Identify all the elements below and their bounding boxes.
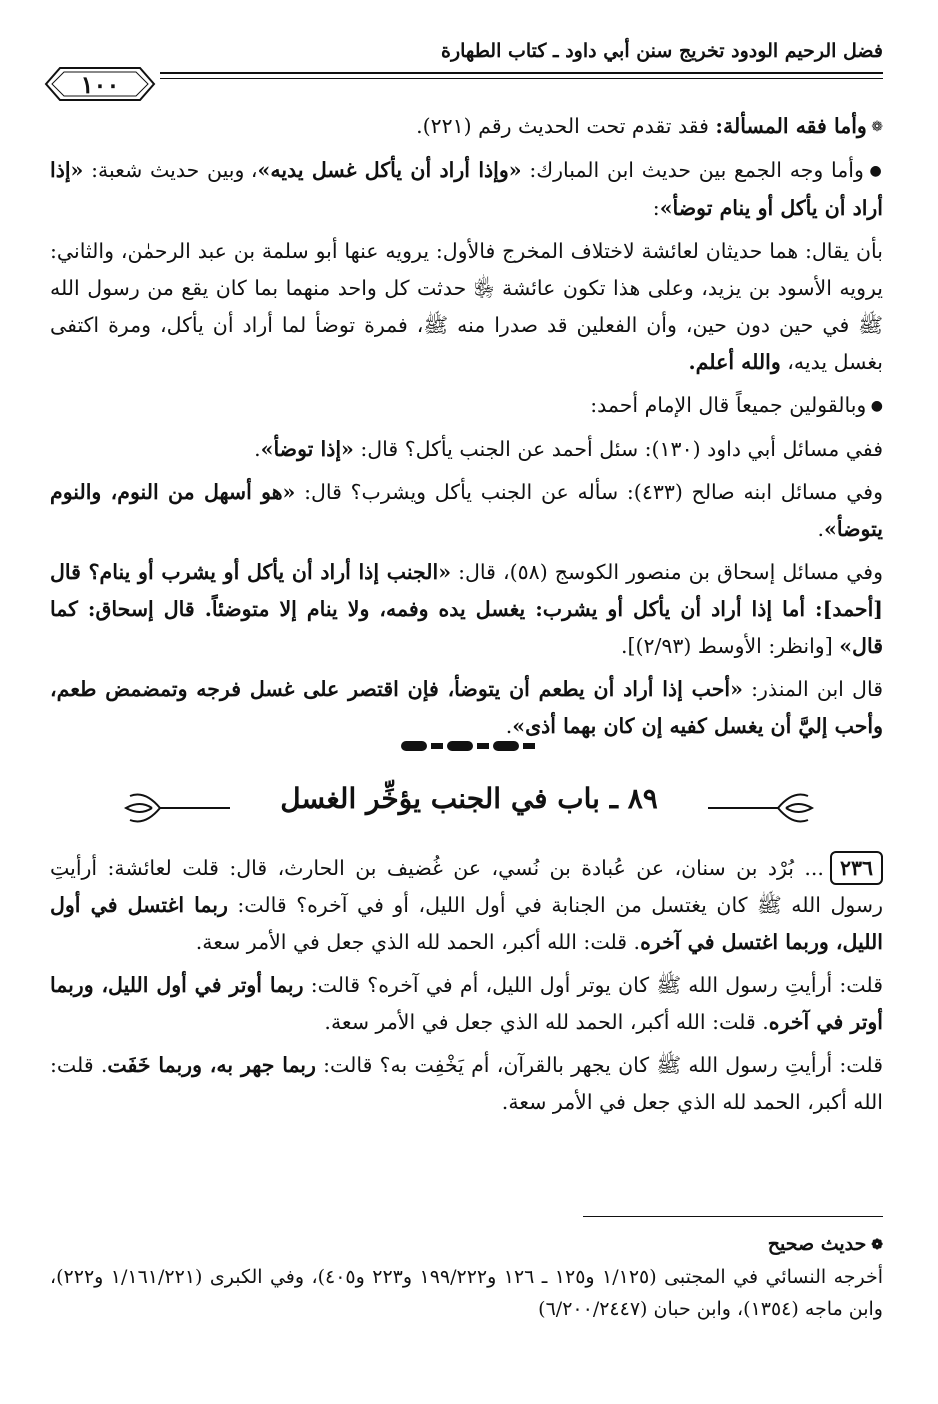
chapter-heading bbox=[150, 782, 788, 832]
page-number-frame bbox=[40, 64, 160, 104]
paragraph-salih: وفي مسائل ابنه صالح (٤٣٣): سأله عن الجنب يأكل ويشرب؟ قال: «هو أسهل من النوم، والنوم يتوضأ». bbox=[50, 480, 883, 541]
section-ornament bbox=[0, 738, 938, 758]
hadith-text bbox=[50, 850, 883, 1127]
hadith-grade: ❁ حديث صحيح bbox=[767, 1233, 883, 1255]
chapter-title: ٨٩ ـ باب في الجنب يؤخِّر الغسل bbox=[268, 782, 670, 815]
hadith-number: ٢٣٦ bbox=[830, 851, 883, 885]
paragraph-reconcile: ● وأما وجه الجمع بين حديث ابن المبارك: «وإذا أراد أن يأكل غسل يديه»، وبين حديث شعبة: «إذا أراد أن يأكل أو ينام توضأ»: bbox=[50, 158, 883, 220]
paragraph-fiqh: ❁ وأما فقه المسألة: فقد تقدم تحت الحديث رقم (٢٢١). bbox=[416, 114, 883, 138]
running-header bbox=[0, 36, 938, 64]
hadith-paragraph-2: قلت: أرأيتِ رسول الله ﷺ كان يوتر أول الليل، أم في آخره؟ قالت: ربما أوتر في أول الليل، وربما أوتر في آخره. قلت: الله أكبر، الحمد لله الذي جعل في الأمر سعة. bbox=[50, 973, 883, 1034]
header-rule-thin bbox=[45, 78, 883, 79]
footnote-rule bbox=[583, 1216, 883, 1217]
paragraph-ibn-mundhir: قال ابن المنذر: «أحب إذا أراد أن يطعم أن يتوضأ، فإن اقتصر على غسل فرجه وتمضمض طعم، وأحب إليَّ أن يغسل كفيه إن كان بهما أذى». bbox=[50, 677, 883, 738]
paragraph-ishaq: وفي مسائل إسحاق بن منصور الكوسج (٥٨)، قال: «الجنب إذا أراد أن يأكل أو يشرب أو ينام؟ قال [أحمد]: أما إذا أراد أن يأكل أو يشرب: يغسل يده وفمه، ولا ينام إلا متوضئاً. قال إسحاق: كما قال» [وانظر: الأوسط (٢/٩٣)]. bbox=[50, 560, 884, 658]
main-text bbox=[50, 108, 883, 751]
page-number: ١٠٠ bbox=[80, 70, 120, 99]
hadith-paragraph-3: قلت: أرأيتِ رسول الله ﷺ كان يجهر بالقرآن، أم يَخْفِت به؟ قالت: ربما جهر به، وربما خَفَت. قلت: الله أكبر، الحمد لله الذي جعل في الأمر سعة. bbox=[50, 1053, 883, 1114]
hadith-paragraph-1: ٢٣٦... بُرْد بن سنان، عن عُبادة بن نُسي، عن غُضيف بن الحارث، قال: قلت لعائشة: أرأيتِ رسول الله ﷺ كان يغتسل من الجنابة في أول الليل، أو في آخره؟ قالت: ربما اغتسل في أول الليل، وربما اغتسل في آخره. قلت: الله أكبر، الحمد لله الذي جعل في الأمر سعة. bbox=[50, 850, 883, 961]
paragraph-explanation: بأن يقال: هما حديثان لعائشة لاختلاف المخرج فالأول: يرويه عنها أبو سلمة بن عبد الرحمٰن، والثاني: يرويه الأسود بن يزيد، وعلى هذا تكون عائشة ﵂ حدثت كل واحد منهما بما كان يقع من رسول الله ﷺ في حين دون حين، وأن الفعلين قد صدرا منه ﷺ، فمرة توضأ لما أراد أن يأكل، ومرة اكتفى بغسل يديه، والله أعلم. bbox=[50, 239, 883, 374]
header-rule bbox=[45, 72, 883, 74]
takhrij-text: أخرجه النسائي في المجتبى (١/١٢٥ و١٢٥ ـ ١٢٦ و١٩٩/٢٢٢ و٢٢٣ و٤٠٥)، وفي الكبرى (١/١٦١/٢٢١ و٢٢٢)، وابن ماجه (١٣٥٤)، وابن حبان (٦/٢٠٠/٢٤٤٧) bbox=[50, 1266, 884, 1320]
footnote bbox=[50, 1228, 883, 1325]
running-title: فضل الرحيم الودود تخريج سنن أبي داود ـ كتاب الطهارة bbox=[441, 40, 883, 62]
paragraph-ahmad: ● وبالقولين جميعاً قال الإمام أحمد: bbox=[590, 393, 883, 417]
paragraph-abudawud: ففي مسائل أبي داود (١٣٠): سئل أحمد عن الجنب يأكل؟ قال: «إذا توضأ». bbox=[254, 437, 883, 461]
